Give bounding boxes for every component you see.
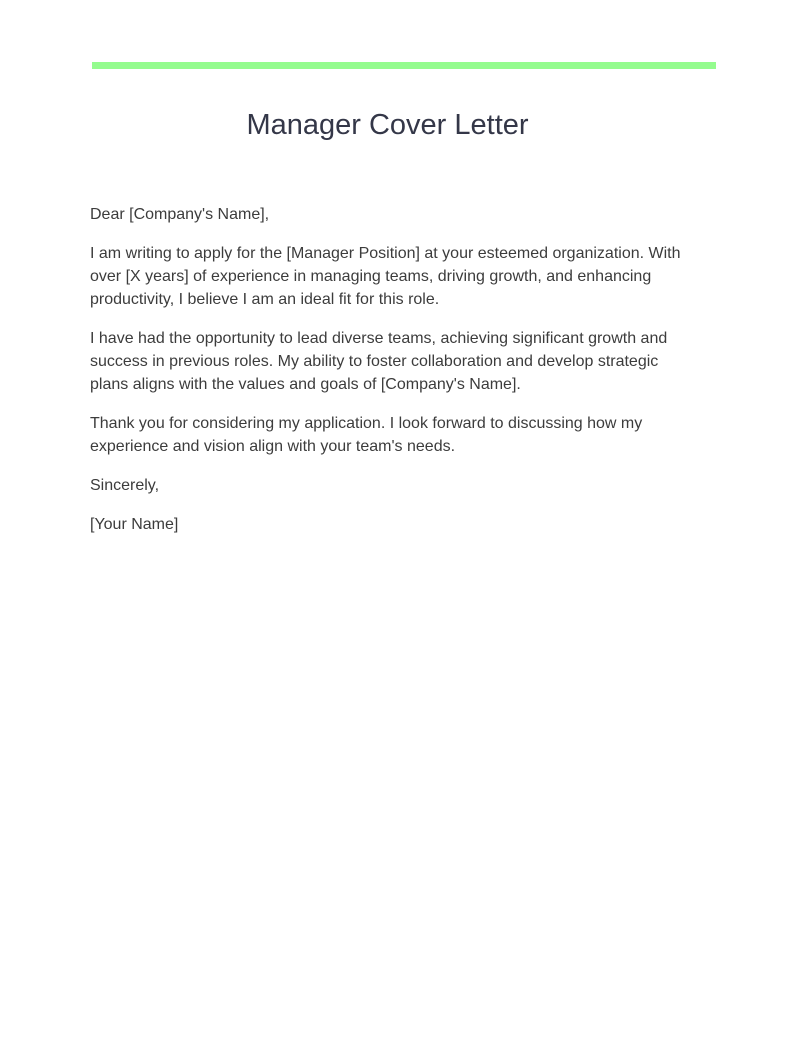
paragraph-experience: I have had the opportunity to lead diverse teams, achieving significant growth and success in previous roles. My ability to foster collaboration and develop strategic plans aligns with the values and goals of [Company's Name]. — [90, 330, 668, 393]
paragraph-intro: I am writing to apply for the [Manager Position] at your esteemed organization. With over [X years] of experience in managing teams, driving growth, and enhancing productivity, I believe I am an ideal fit for this role. — [90, 245, 681, 308]
signature: [Your Name] — [90, 516, 179, 533]
paragraph-thanks: Thank you for considering my application. I look forward to discussing how my experience and vision align with your team's needs. — [90, 415, 643, 455]
accent-bar — [92, 62, 716, 69]
letter-body — [90, 203, 700, 552]
document-title: Manager Cover Letter — [246, 109, 529, 141]
greeting: Dear [Company's Name], — [90, 206, 270, 223]
closing: Sincerely, — [90, 477, 160, 494]
